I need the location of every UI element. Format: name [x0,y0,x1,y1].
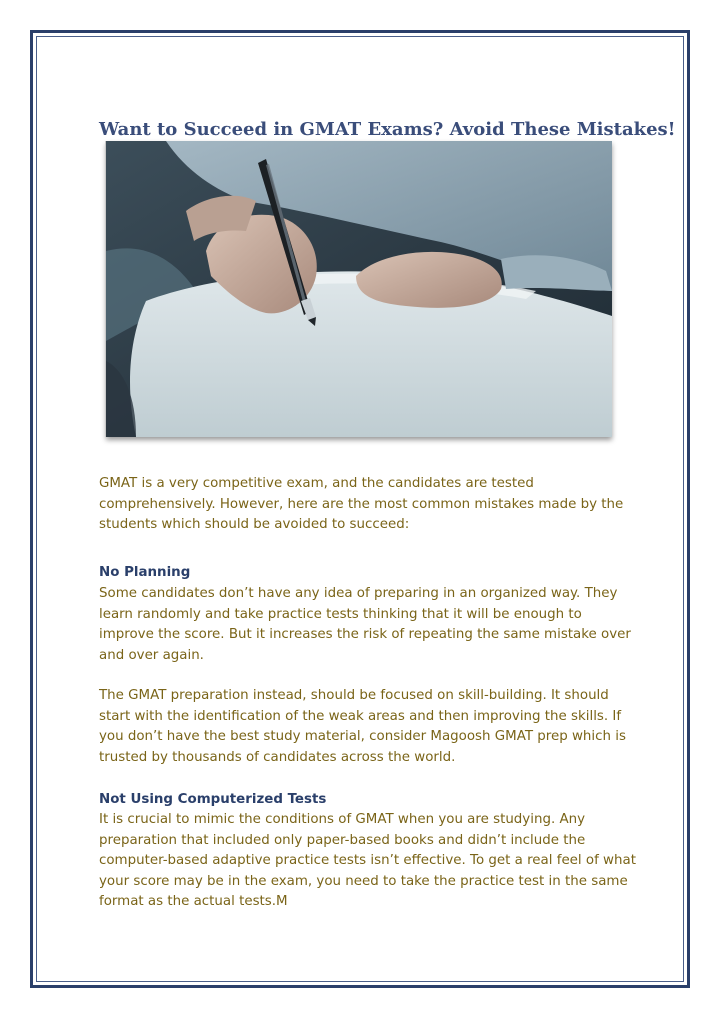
intro-paragraph: GMAT is a very competitive exam, and the candidates are tested comprehensively. However, here are the most common mistakes made by the students which should be avoided to succeed: [99,476,624,532]
article-title: Want to Succeed in GMAT Exams? Avoid These Mistakes! [99,119,676,140]
no-planning-paragraph-2: The GMAT preparation instead, should be focused on skill-building. It should start with the identification of the weak areas and then improving the skills. If you don’t have the best study material, consider Magoosh GMAT prep which is trusted by thousands of candidates across the world. [99,688,626,765]
computerized-tests-paragraph: It is crucial to mimic the conditions of GMAT when you are studying. Any preparation that included only paper-based books and didn’t include the computer-based adaptive practice tests isn’t effective. To get a real feel of what your score may be in the exam, you need to take the practice test in the same format as the actual tests.M [99,812,636,909]
no-planning-paragraph-1: Some candidates don’t have any idea of preparing in an organized way. They learn randomly and take practice tests thinking that it will be enough to improve the score. But it increases the risk of repeating the same mistake over and over again. [99,586,631,663]
section-heading-not-using-computerized-tests: Not Using Computerized Tests [99,792,327,807]
section-heading-no-planning: No Planning [99,565,191,580]
article-photo [106,141,612,437]
page-border [30,30,690,988]
